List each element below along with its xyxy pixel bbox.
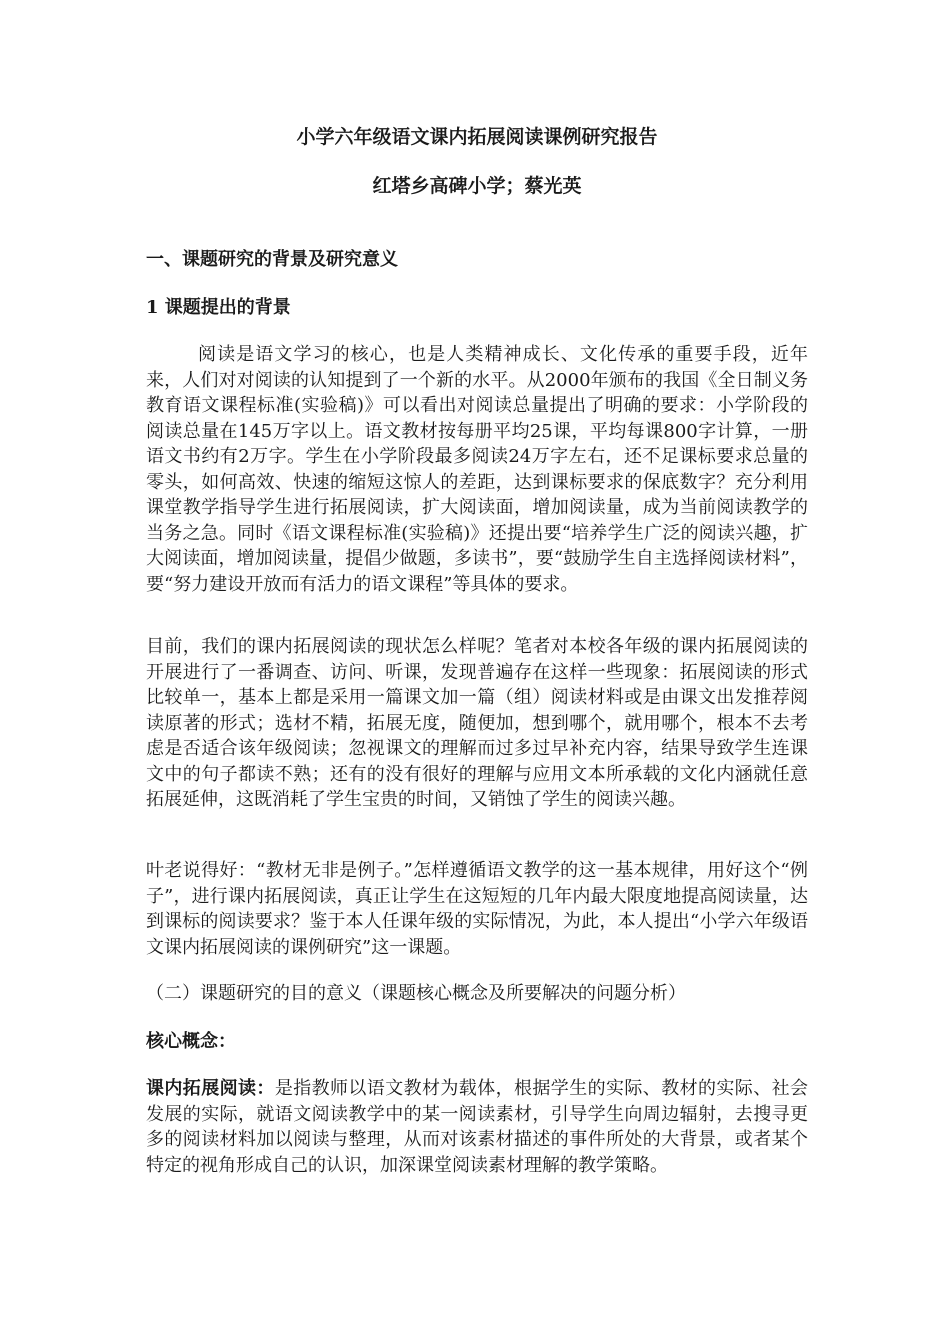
- definition-paragraph: [146, 1076, 808, 1178]
- definition-term: 课内拓展阅读：: [146, 1078, 275, 1099]
- paragraph-background: 阅读是语文学习的核心，也是人类精神成长、文化传承的重要手段，近年来，人们对对阅读的认知提到了一个新的水平。从2000年颁布的我国《全日制义务教育语文课程标准(实验稿)》可以看出对阅读总量提出了明确的要求：小学阶段的阅读总量在145万字以上。语文教材按每册平均25课，平均每课800字计算，一册语文书约有2万字。学生在小学阶段最多阅读24万字左右，还不足课标要求总量的零头，如何高效、快速的缩短这惊人的差距，达到课标要求的保底数字？充分利用课堂教学指导学生进行拓展阅读，扩大阅读面，增加阅读量，成为当前阅读教学的当务之急。同时《语文课程标准(实验稿)》还提出要“培养学生广泛的阅读兴趣，扩大阅读面，增加阅读量，提倡少做题，多读书”，要“鼓励学生自主选择阅读材料”，要“努力建设开放而有活力的语文课程”等具体的要求。: [146, 344, 808, 595]
- subsection-heading-background: 1 课题提出的背景: [146, 297, 291, 318]
- core-concept-heading: 核心概念：: [146, 1031, 236, 1052]
- document-title: 小学六年级语文课内拓展阅读课例研究报告: [296, 126, 658, 148]
- section-heading-background: 一、课题研究的背景及研究意义: [146, 249, 398, 270]
- definition-text: 是指教师以语文教材为载体，根据学生的实际、教材的实际、社会发展的实际，就语文阅读教学中的某一阅读素材，引导学生向周边辐射，去搜寻更多的阅读材料加以阅读与整理，从而对该素材描述的事件所处的大背景，或者某个特定的视角形成自己的认识，加深课堂阅读素材理解的教学策略。: [146, 1078, 809, 1176]
- paragraph-current-status: 目前，我们的课内拓展阅读的现状怎么样呢？笔者对本校各年级的课内拓展阅读的开展进行了一番调查、访问、听课，发现普遍存在这样一些现象：拓展阅读的形式比较单一，基本上都是采用一篇课文加一篇（组）阅读材料或是由课文出发推荐阅读原著的形式；选材不精，拓展无度，随便加，想到哪个，就用哪个，根本不去考虑是否适合该年级阅读；忽视课文的理解而过多过早补充内容，结果导致学生连课文中的句子都读不熟；还有的没有很好的理解与应用文本所承载的文化内涵就任意拓展延伸，这既消耗了学生宝贵的时间，又销蚀了学生的阅读兴趣。: [146, 636, 808, 810]
- subsection-heading-purpose: （二）课题研究的目的意义（课题核心概念及所要解决的问题分析）: [146, 983, 686, 1004]
- paragraph-topic-proposal: 叶老说得好：“教材无非是例子。”怎样遵循语文教学的这一基本规律，用好这个“例子”，进行课内拓展阅读，真正让学生在这短短的几年内最大限度地提高阅读量，达到课标的阅读要求？鉴于本人任课年级的实际情况，为此，本人提出“小学六年级语文课内拓展阅读的课例研究”这一课题。: [146, 860, 808, 958]
- document-author: 红塔乡高碑小学；蔡光英: [372, 175, 582, 197]
